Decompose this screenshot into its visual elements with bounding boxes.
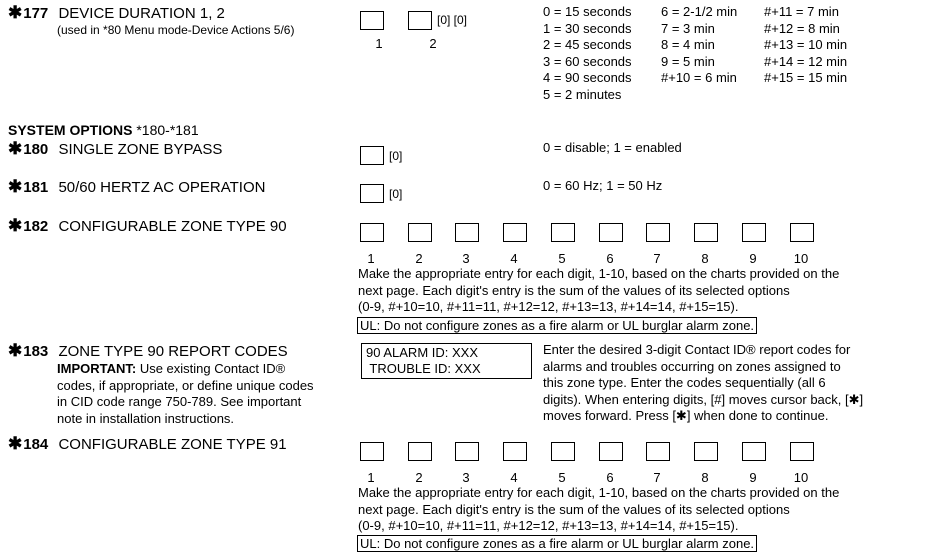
field-184-heading xyxy=(8,435,287,454)
box-label: 5 xyxy=(558,251,566,266)
alarm-id-value: 90 ALARM ID: XXX xyxy=(366,345,478,360)
field-177-options-col2 xyxy=(661,4,737,87)
digit-entry-box[interactable] xyxy=(742,442,766,461)
field-181-code: 181 xyxy=(23,179,49,196)
box-label: 6 xyxy=(606,251,614,266)
field-183-report-code-box[interactable] xyxy=(361,343,532,379)
box-label: 2 xyxy=(415,470,423,485)
option-text: 4 = 90 seconds xyxy=(543,70,632,85)
star-icon: ✱ xyxy=(8,341,23,360)
section-heading xyxy=(8,122,199,139)
important-text: Use existing Contact ID® xyxy=(136,361,286,376)
description-line: Enter the desired 3-digit Contact ID® report codes for xyxy=(543,342,851,357)
field-184-ul-note: UL: Do not configure zones as a fire alarm or UL burglar alarm zone. xyxy=(357,535,757,552)
digit-entry-box[interactable] xyxy=(742,223,766,242)
box-label: 8 xyxy=(701,470,709,485)
box-label: 1 xyxy=(367,470,375,485)
field-180-options: 0 = disable; 1 = enabled xyxy=(543,140,682,155)
field-184-description xyxy=(358,485,839,535)
option-text: #+13 = 10 min xyxy=(764,37,848,52)
field-182-code: 182 xyxy=(23,218,49,235)
star-icon: ✱ xyxy=(8,216,23,235)
important-label: IMPORTANT: xyxy=(57,361,137,376)
box-label: 3 xyxy=(462,470,470,485)
description-line: (0-9, #+10=10, #+11=11, #+12=12, #+13=13, #+14=14, #+15=15). xyxy=(358,518,739,533)
field-177-subtitle: (used in *80 Menu mode-Device Actions 5/6) xyxy=(57,23,295,37)
digit-entry-box[interactable] xyxy=(408,223,432,242)
field-177-code: 177 xyxy=(23,5,49,22)
description-line: this zone type. Enter the codes sequentially (all 6 xyxy=(543,375,826,390)
box-label: 9 xyxy=(749,470,757,485)
digit-entry-box[interactable] xyxy=(360,442,384,461)
description-line: alarms and troubles occurring on zones assigned to xyxy=(543,358,841,374)
option-text: 0 = 15 seconds xyxy=(543,4,632,19)
field-177-options-col3 xyxy=(764,4,847,87)
option-text: #+12 = 8 min xyxy=(764,20,840,36)
field-180-code: 180 xyxy=(23,141,49,158)
box-label: 4 xyxy=(510,251,518,266)
option-text: 7 = 3 min xyxy=(661,20,715,36)
option-text: #+11 = 7 min xyxy=(764,4,839,19)
field-183-description xyxy=(543,342,863,425)
digit-entry-box[interactable] xyxy=(790,442,814,461)
field-177-entry-box-1[interactable] xyxy=(360,11,384,30)
box-label: 10 xyxy=(793,251,809,266)
digit-entry-box[interactable] xyxy=(503,223,527,242)
trouble-id-value: TROUBLE ID: XXX xyxy=(366,361,481,376)
box-label: 9 xyxy=(749,251,757,266)
description-line: Make the appropriate entry for each digit, 1-10, based on the charts provided on the xyxy=(358,266,840,281)
digit-entry-box[interactable] xyxy=(360,223,384,242)
digit-entry-box[interactable] xyxy=(503,442,527,461)
option-text: 1 = 30 seconds xyxy=(543,20,632,36)
description-line: next page. Each digit's entry is the sum of the values of its selected options xyxy=(358,501,790,517)
star-icon: ✱ xyxy=(8,177,23,196)
field-183-important-note xyxy=(57,361,314,427)
description-line: next page. Each digit's entry is the sum of the values of its selected options xyxy=(358,282,790,298)
digit-entry-box[interactable] xyxy=(694,223,718,242)
field-181-entry-box[interactable] xyxy=(360,184,384,203)
option-text: #+10 = 6 min xyxy=(661,70,737,85)
box-label: 7 xyxy=(653,470,661,485)
field-177-entry-box-2[interactable] xyxy=(408,11,432,30)
field-183-title: ZONE TYPE 90 REPORT CODES xyxy=(58,343,288,360)
box-label: 7 xyxy=(653,251,661,266)
field-181-options: 0 = 60 Hz; 1 = 50 Hz xyxy=(543,178,663,193)
field-181-heading xyxy=(8,178,265,197)
field-184-code: 184 xyxy=(23,436,49,453)
description-line: moves forward. Press [✱] when done to continue. xyxy=(543,408,829,423)
field-181-default: [0] xyxy=(389,187,403,201)
box-label: 2 xyxy=(415,251,423,266)
option-text: 2 = 45 seconds xyxy=(543,37,632,52)
digit-entry-box[interactable] xyxy=(790,223,814,242)
option-text: #+14 = 12 min xyxy=(764,53,848,69)
digit-entry-box[interactable] xyxy=(599,442,623,461)
section-range: *180-*181 xyxy=(132,122,199,138)
option-text: 5 = 2 minutes xyxy=(543,86,622,102)
description-line: (0-9, #+10=10, #+11=11, #+12=12, #+13=13, #+14=14, #+15=15). xyxy=(358,299,739,314)
field-180-heading xyxy=(8,140,222,159)
field-182-title: CONFIGURABLE ZONE TYPE 90 xyxy=(58,218,287,235)
digit-entry-box[interactable] xyxy=(408,442,432,461)
star-icon: ✱ xyxy=(8,139,23,158)
field-182-description xyxy=(358,266,839,316)
field-180-default: [0] xyxy=(389,149,403,163)
field-177-box-label-1: 1 xyxy=(375,36,383,51)
digit-entry-box[interactable] xyxy=(455,223,479,242)
field-177-default: [0] [0] xyxy=(437,13,468,27)
field-182-ul-note: UL: Do not configure zones as a fire alarm or UL burglar alarm zone. xyxy=(357,317,757,334)
field-183-code: 183 xyxy=(23,343,49,360)
important-text: note in installation instructions. xyxy=(57,410,235,426)
description-line: digits). When entering digits, [#] moves cursor back, [✱] xyxy=(543,391,864,407)
field-177-options-col1 xyxy=(543,4,632,103)
box-label: 6 xyxy=(606,470,614,485)
important-text: in CID code range 750-789. See important xyxy=(57,394,302,409)
digit-entry-box[interactable] xyxy=(455,442,479,461)
box-label: 10 xyxy=(793,470,809,485)
digit-entry-box[interactable] xyxy=(551,223,575,242)
digit-entry-box[interactable] xyxy=(599,223,623,242)
star-icon: ✱ xyxy=(8,434,23,453)
field-180-entry-box[interactable] xyxy=(360,146,384,165)
box-label: 1 xyxy=(367,251,375,266)
section-title: SYSTEM OPTIONS xyxy=(8,122,133,138)
field-177-heading xyxy=(8,4,225,23)
field-181-title: 50/60 HERTZ AC OPERATION xyxy=(58,179,266,196)
field-180-title: SINGLE ZONE BYPASS xyxy=(58,141,223,158)
field-177-title: DEVICE DURATION 1, 2 xyxy=(58,5,225,22)
digit-entry-box[interactable] xyxy=(646,223,670,242)
description-line: Make the appropriate entry for each digit, 1-10, based on the charts provided on the xyxy=(358,485,840,500)
field-184-title: CONFIGURABLE ZONE TYPE 91 xyxy=(58,436,287,453)
option-text: #+15 = 15 min xyxy=(764,70,848,85)
option-text: 6 = 2-1/2 min xyxy=(661,4,738,19)
field-177-box-label-2: 2 xyxy=(429,36,437,51)
option-text: 9 = 5 min xyxy=(661,53,715,69)
box-label: 5 xyxy=(558,470,566,485)
option-text: 3 = 60 seconds xyxy=(543,53,632,69)
digit-entry-box[interactable] xyxy=(694,442,718,461)
important-text: codes, if appropriate, or define unique codes xyxy=(57,377,314,393)
digit-entry-box[interactable] xyxy=(551,442,575,461)
field-182-heading xyxy=(8,217,287,236)
option-text: 8 = 4 min xyxy=(661,37,715,52)
box-label: 3 xyxy=(462,251,470,266)
field-183-heading xyxy=(8,342,288,361)
star-icon: ✱ xyxy=(8,3,23,22)
box-label: 8 xyxy=(701,251,709,266)
digit-entry-box[interactable] xyxy=(646,442,670,461)
box-label: 4 xyxy=(510,470,518,485)
